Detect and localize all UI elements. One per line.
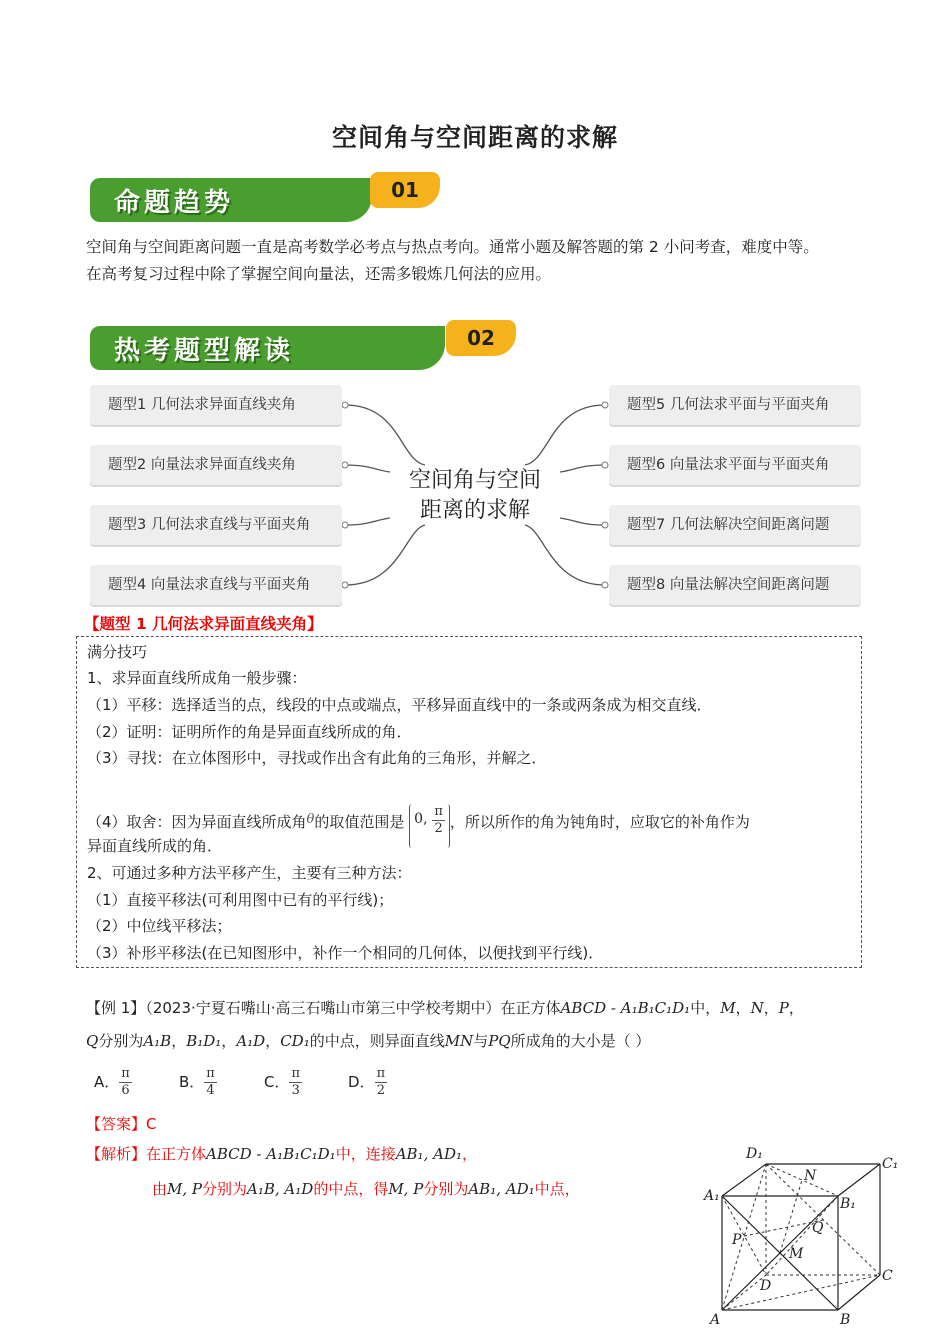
page-title: 空间角与空间距离的求解 <box>331 123 618 152</box>
trend-paragraph <box>86 234 886 288</box>
label-c1: C₁ <box>882 1156 899 1172</box>
option-b[interactable] <box>179 1066 217 1099</box>
example-angle-question: 所成角的大小是（ ） <box>510 1032 651 1050</box>
point-n: N <box>750 999 764 1017</box>
label-d1: D₁ <box>746 1146 763 1162</box>
tips-step-1-1: （1）平移：选择适当的点，线段的中点或端点，平移异面直线中的一条或两条成为相交直线． <box>87 696 712 714</box>
example-zhong: 中， <box>690 999 721 1017</box>
diag-b1d <box>766 1196 838 1275</box>
analysis-fenbie-2: 分别为 <box>423 1180 469 1198</box>
example-fenbie: 分别为 <box>98 1032 144 1050</box>
example-line-1 <box>86 995 804 1021</box>
option-b-fraction <box>204 1066 217 1099</box>
banner-number: 02 <box>446 320 516 356</box>
point-m: M <box>720 999 736 1017</box>
banner-label: 热考题型解读 <box>114 336 295 366</box>
option-b-num: π <box>206 1066 215 1081</box>
edge-bc <box>838 1275 880 1310</box>
option-b-den: 4 <box>206 1083 215 1098</box>
example-label: 【例 1】 <box>86 999 146 1017</box>
tips-step-1-2: （2）证明：证明所作的角是异面直线所成的角． <box>87 723 412 741</box>
range-fraction-num: π <box>434 804 443 819</box>
tips-step-1: 1、求异面直线所成角一般步骤： <box>87 669 307 687</box>
tips-step-1-4-a: （4）取舍：因为异面直线所成角 <box>87 813 307 831</box>
option-d-letter: D． <box>348 1073 375 1091</box>
option-d-den: 2 <box>376 1083 385 1098</box>
analysis-a1b-a1d: A₁B, A₁D <box>247 1180 314 1198</box>
analysis-mp-2: M, P <box>388 1180 424 1198</box>
separator: ， <box>763 999 779 1017</box>
segment-a1b: A₁B <box>143 1032 172 1050</box>
mindmap-center-line-2: 距离的求解 <box>419 498 530 523</box>
banner-number: 01 <box>370 172 440 208</box>
topic-item-2: 题型2 向量法求异面直线夹角 <box>90 445 342 485</box>
separator: ， <box>221 1032 237 1050</box>
example-source: （2023·宁夏石嘴山·高三石嘴山市第三中学校考期中）在正方体 <box>145 999 561 1017</box>
edge-b1c1 <box>838 1164 880 1196</box>
tips-step-2-3: （3）补形平移法(在已知图形中，补作一个相同的几何体，以便找到平行线)． <box>87 944 604 962</box>
analysis-line-1 <box>86 1141 477 1167</box>
label-a1: A₁ <box>704 1188 720 1204</box>
trend-paragraph-line-1: 空间角与空间距离问题一直是高考数学必考点与热点考向。通常小题及解答题的第 2 小问考查，难度中等。 <box>86 238 819 256</box>
label-b: B <box>840 1312 851 1328</box>
line-pq: PQ <box>488 1032 511 1050</box>
mindmap-center <box>390 466 560 526</box>
topic-item-7: 题型7 几何法解决空间距离问题 <box>609 505 861 545</box>
topic1-heading: 【题型 1 几何法求异面直线夹角】 <box>84 615 323 633</box>
range-expression <box>409 804 450 848</box>
separator: ， <box>265 1032 281 1050</box>
option-a[interactable] <box>94 1066 132 1099</box>
point-q: Q <box>86 1032 99 1050</box>
analysis-ab1-ad1-2: AB₁, AD₁ <box>468 1180 535 1198</box>
option-c-fraction <box>289 1066 302 1099</box>
option-d[interactable] <box>348 1066 387 1099</box>
option-c-num: π <box>291 1066 301 1081</box>
analysis-comma: ， <box>461 1145 477 1163</box>
example-line-2 <box>86 1028 650 1054</box>
point-p: P <box>778 999 789 1017</box>
segment-cd1: CD₁ <box>280 1032 310 1050</box>
analysis-text-2: 中，连接 <box>335 1145 396 1163</box>
banner-label: 命题趋势 <box>114 188 235 218</box>
tips-step-2: 2、可通过多种方法平移产生，主要有三种方法： <box>87 864 412 882</box>
label-a: A <box>710 1312 721 1328</box>
option-a-letter: A． <box>94 1073 120 1091</box>
option-a-den: 6 <box>121 1083 130 1098</box>
analysis-ab1-ad1: AB₁, AD₁ <box>395 1145 462 1163</box>
segment-b1d1: B₁D₁ <box>186 1032 222 1050</box>
topic-item-3: 题型3 几何法求直线与平面夹角 <box>90 505 342 545</box>
line-mn: MN <box>444 1032 474 1050</box>
option-c-letter: C． <box>264 1073 290 1091</box>
example-midpoints: 的中点，则异面直线 <box>309 1032 445 1050</box>
label-d: D <box>760 1278 772 1294</box>
mindmap-center-line-1: 空间角与空间 <box>408 468 541 493</box>
analysis-mp: M, P <box>167 1180 203 1198</box>
label-q: Q <box>812 1220 824 1236</box>
analysis-text-1: 在正方体 <box>146 1145 207 1163</box>
topic-item-6: 题型6 向量法求平面与平面夹角 <box>609 445 861 485</box>
example-yu: 与 <box>473 1032 489 1050</box>
separator: ， <box>735 999 751 1017</box>
option-d-fraction <box>375 1066 388 1099</box>
section-banner-topics <box>90 320 495 372</box>
trend-paragraph-line-2: 在高考复习过程中除了掌握空间向量法，还需多锻炼几何法的应用。 <box>86 265 552 283</box>
tips-step-1-4-b: 的取值范围是 <box>314 813 405 831</box>
section-banner-trend <box>90 172 419 224</box>
option-a-num: π <box>121 1066 130 1081</box>
analysis-label: 【解析】 <box>86 1145 147 1163</box>
analysis-line-2 <box>152 1176 580 1202</box>
answer: 【答案】C <box>86 1115 157 1133</box>
topic-item-8: 题型8 向量法解决空间距离问题 <box>609 565 861 605</box>
label-p: P <box>732 1232 742 1248</box>
analysis-fenbie: 分别为 <box>202 1180 248 1198</box>
theta-symbol: θ <box>306 812 315 827</box>
tips-step-1-4-c: ，所以所作的角为钝角时，应取它的补角作为 <box>449 813 750 831</box>
label-b1: B₁ <box>840 1196 856 1212</box>
tips-step-1-3: （3）寻找：在立体图形中，寻找或作出含有此角的三角形，并解之． <box>87 749 547 767</box>
option-b-letter: B． <box>179 1073 205 1091</box>
tips-step-2-1: （1）直接平移法(可利用图中已有的平行线)； <box>87 891 394 909</box>
edge-a1d1 <box>722 1164 766 1196</box>
range-fraction-den: 2 <box>434 821 443 836</box>
analysis-de: 的中点，得 <box>313 1180 389 1198</box>
range-left: 0, <box>414 811 428 827</box>
cube-name: ABCD - A₁B₁C₁D₁ <box>560 999 691 1017</box>
option-d-num: π <box>376 1066 386 1081</box>
tips-step-1-4-d: 异面直线所成的角． <box>87 837 223 855</box>
analysis-cube: ABCD - A₁B₁C₁D₁ <box>206 1145 336 1163</box>
analysis-you: 由 <box>152 1180 168 1198</box>
label-n: N <box>804 1168 817 1184</box>
label-c: C <box>882 1268 893 1284</box>
diag-d1b1 <box>766 1164 838 1196</box>
tips-title: 满分技巧 <box>87 643 148 661</box>
analysis-zhongdian: 中点， <box>534 1180 580 1198</box>
diag-ac <box>722 1275 880 1310</box>
tips-step-2-2: （2）中位线平移法； <box>87 917 232 935</box>
separator: ， <box>171 1032 187 1050</box>
tips-box <box>76 636 862 968</box>
topic-item-4: 题型4 向量法求直线与平面夹角 <box>90 565 342 605</box>
option-a-fraction <box>119 1066 132 1099</box>
topic-item-5: 题型5 几何法求平面与平面夹角 <box>609 385 861 425</box>
cube-figure <box>700 1140 910 1340</box>
separator: ， <box>788 999 804 1017</box>
segment-a1d: A₁D <box>236 1032 266 1050</box>
topic-item-1: 题型1 几何法求异面直线夹角 <box>90 385 342 425</box>
option-c-den: 3 <box>291 1083 300 1098</box>
label-m: M <box>789 1246 804 1262</box>
option-c[interactable] <box>264 1066 302 1099</box>
range-fraction <box>432 804 445 837</box>
